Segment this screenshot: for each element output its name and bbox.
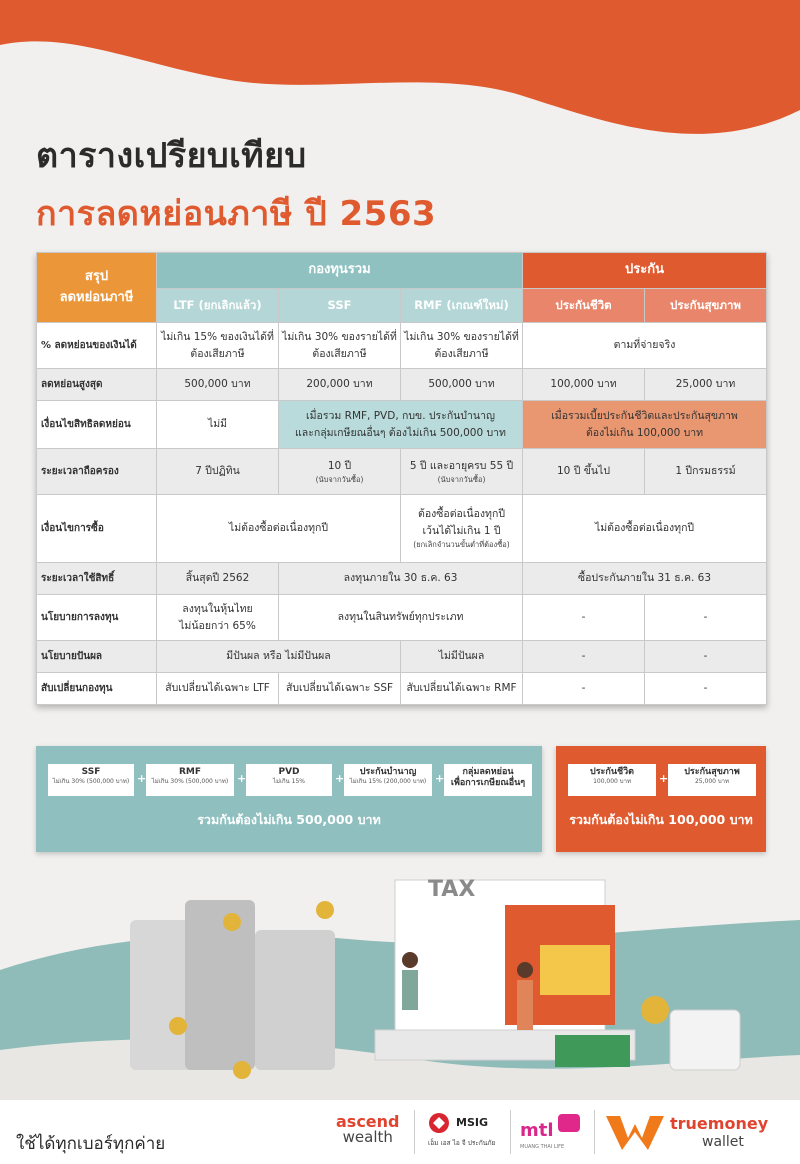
header-life-insurance: ประกันชีวิต <box>523 289 645 323</box>
person-figure <box>517 980 533 1030</box>
footer-tagline: ใช้ได้ทุกเบอร์ทุกค่าย <box>16 1134 166 1154</box>
header-fund-group: กองทุนรวม <box>157 253 523 289</box>
header-health-insurance: ประกันสุขภาพ <box>645 289 767 323</box>
receipt-shape <box>255 930 335 1070</box>
summary-chip-health-insurance: ประกันสุขภาพ 25,000 บาท <box>668 764 756 796</box>
mtl-badge-icon <box>558 1114 580 1132</box>
table-row: เงื่อนไขการซื้อ ไม่ต้องซื้อต่อเนื่องทุกปี ต้องซื้อต่อเนื่องทุกปี เว้นได้ไม่เกิน 1 ปี (ยกเลิกจำนวนขั้นต่ำที่ต้องซื้อ) ไม่ต้องซื้อต่อเนื่องทุกปี <box>37 495 767 563</box>
table-row: เงื่อนไขสิทธิลดหย่อน ไม่มี เมื่อรวม RMF, PVD, กบข. ประกันบำนาญ และกลุ่มเกษียณอื่นๆ ต้องไม่เกิน 500,000 บาท เมื่อรวมเบี้ยประกันชีวิตและประกันสุขภาพ ต้องไม่เกิน 100,000 บาท <box>37 401 767 449</box>
summary-chip-ssf: SSF ไม่เกิน 30% (500,000 บาท) <box>48 764 134 796</box>
table-row: ระยะเวลาใช้สิทธิ์ สิ้นสุดปี 2562 ลงทุนภายใน 30 ธ.ค. 63 ซื้อประกันภายใน 31 ธ.ค. 63 <box>37 563 767 595</box>
envelope-icon <box>540 945 610 995</box>
tax-illustration <box>0 860 800 1100</box>
table-row: นโยบายปันผล มีปันผล หรือ ไม่มีปันผล ไม่มีปันผล - - <box>37 641 767 673</box>
person-figure <box>402 952 418 968</box>
summary-chip-rmf: RMF ไม่เกิน 30% (500,000 บาท) <box>146 764 234 796</box>
ascend-wealth-logo: ascend wealth <box>336 1112 400 1146</box>
coin-icon <box>223 913 241 931</box>
person-figure <box>402 970 418 1010</box>
table-row: ระยะเวลาถือครอง 7 ปีปฏิทิน 10 ปี (นับจากวันซื้อ) 5 ปี และอายุครบ 55 ปี (นับจากวันซื้อ) 10 ปี ขึ้นไป 1 ปีกรมธรรม์ <box>37 449 767 495</box>
coin-icon <box>169 1017 187 1035</box>
truemoney-w-icon <box>606 1114 664 1150</box>
fund-limit-summary: SSF ไม่เกิน 30% (500,000 บาท) + RMF ไม่เกิน 30% (500,000 บาท) + PVD ไม่เกิน 15% + ประกันบำนาญ ไม่เกิน 15% (200,000 บาท) + กลุ่มลดหย่อน เพื่อการเกษียณอื่นๆ รวมกันต้องไม่เกิน 500,000 บาท <box>36 746 542 852</box>
msig-logo: MSIG เอ็ม เอส ไอ จี ประกันภัย <box>428 1112 450 1138</box>
header-insurance-group: ประกัน <box>523 253 767 289</box>
person-figure <box>517 962 533 978</box>
header-ssf: SSF <box>279 289 401 323</box>
coin-icon <box>233 1061 251 1079</box>
calculator-icon <box>670 1010 740 1070</box>
table-row: % ลดหย่อนของเงินได้ ไม่เกิน 15% ของเงินได้ที่ ต้องเสียภาษี ไม่เกิน 30% ของรายได้ที่ ต้องเสียภาษี ไม่เกิน 30% ของรายได้ที่ ต้องเสียภาษี ตามที่จ่ายจริง <box>37 323 767 369</box>
msig-emblem-icon <box>428 1112 450 1134</box>
header-rmf: RMF (เกณฑ์ใหม่) <box>401 289 523 323</box>
logo-divider <box>414 1110 415 1154</box>
footer-bar: ใช้ได้ทุกเบอร์ทุกค่าย ascend wealth MSIG เอ็ม เอส ไอ จี ประกันภัย mtl MUANG THAI LIFE truemoney wallet <box>0 1100 800 1164</box>
cash-stack-icon <box>555 1035 630 1067</box>
summary-chip-pvd: PVD ไม่เกิน 15% <box>246 764 332 796</box>
truemoney-wallet-logo: truemoney wallet <box>606 1114 664 1154</box>
summary-chip-pension-insurance: ประกันบำนาญ ไม่เกิน 15% (200,000 บาท) <box>344 764 432 796</box>
header-ltf: LTF (ยกเลิกแล้ว) <box>157 289 279 323</box>
table-row: นโยบายการลงทุน ลงทุนในหุ้นไทย ไม่น้อยกว่า 65% ลงทุนในสินทรัพย์ทุกประเภท - - <box>37 595 767 641</box>
summary-chip-life-insurance: ประกันชีวิต 100,000 บาท <box>568 764 656 796</box>
coin-icon <box>316 901 334 919</box>
page-subtitle: การลดหย่อนภาษี ปี 2563 <box>36 194 437 234</box>
table-corner: สรุป ลดหย่อนภาษี <box>37 253 157 323</box>
fund-limit-total: รวมกันต้องไม่เกิน 500,000 บาท <box>197 812 381 827</box>
coin-stack-icon <box>641 996 669 1024</box>
tax-label: TAX <box>428 877 476 902</box>
page-title: ตารางเปรียบเทียบ <box>36 136 307 176</box>
summary-chip-retirement-group: กลุ่มลดหย่อน เพื่อการเกษียณอื่นๆ <box>444 764 532 796</box>
logo-divider <box>594 1110 595 1154</box>
insurance-limit-summary: ประกันชีวิต 100,000 บาท + ประกันสุขภาพ 25,000 บาท รวมกันต้องไม่เกิน 100,000 บาท <box>556 746 766 852</box>
table-row: สับเปลี่ยนกองทุน สับเปลี่ยนได้เฉพาะ LTF สับเปลี่ยนได้เฉพาะ SSF สับเปลี่ยนได้เฉพาะ RMF - - <box>37 673 767 705</box>
receipt-shape <box>185 900 255 1070</box>
comparison-table <box>36 252 767 705</box>
logo-divider <box>510 1110 511 1154</box>
table-row: ลดหย่อนสูงสุด 500,000 บาท 200,000 บาท 500,000 บาท 100,000 บาท 25,000 บาท <box>37 369 767 401</box>
insurance-limit-total: รวมกันต้องไม่เกิน 100,000 บาท <box>569 812 753 827</box>
